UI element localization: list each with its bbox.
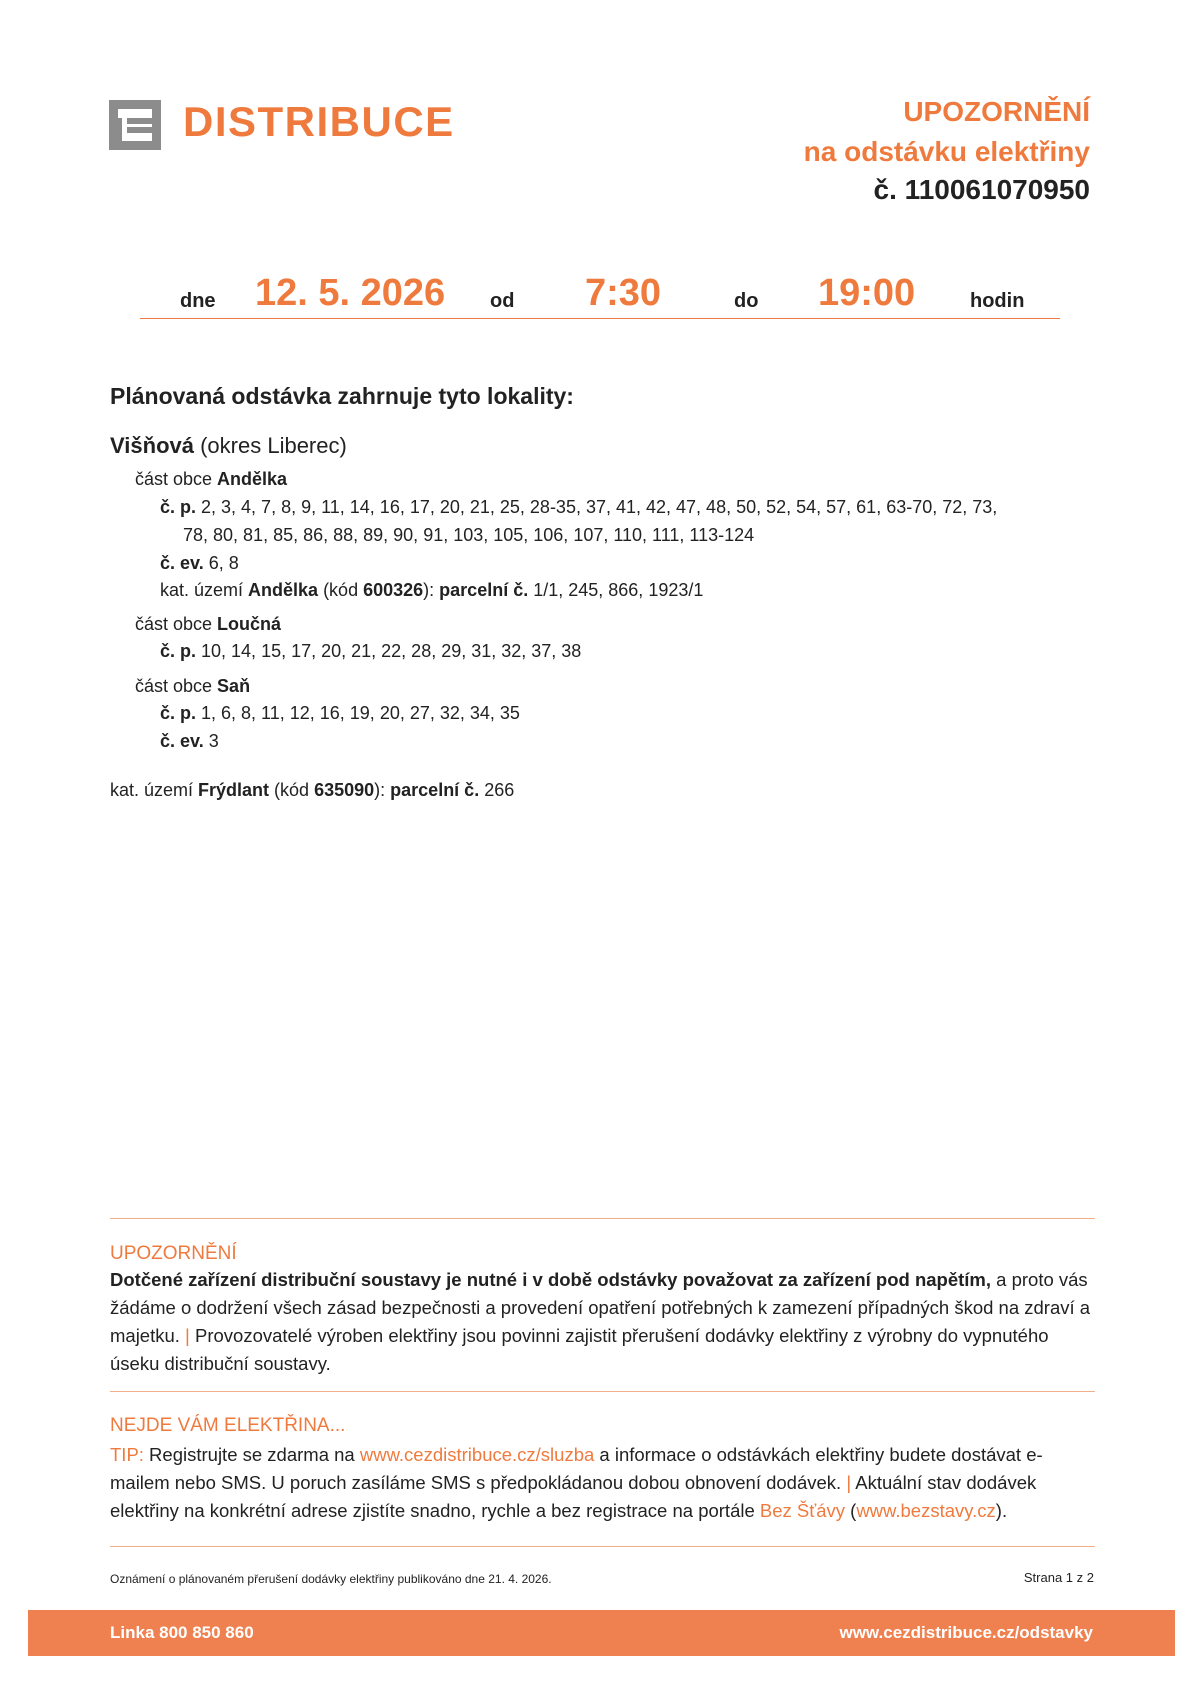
part-label: část obce <box>135 614 218 634</box>
time-from: 7:30 <box>585 272 662 314</box>
bezstavy-link[interactable]: www.bezstavy.cz <box>856 1500 996 1521</box>
no-power-text3: Aktuální stav dodávek elektřiny na konkrétní adrese zjistíte snadno, rychle a bez registrace na portále <box>110 1472 1037 1521</box>
kat-kod-prefix: (kód <box>269 780 315 800</box>
san-cev <box>160 731 219 752</box>
cp-values: 2, 3, 4, 7, 8, 9, 11, 14, 16, 17, 20, 21, 25, 28-35, 37, 41, 42, 47, 48, 50, 52, 54, 57, 61, 63-70, 72, 73, <box>196 497 998 517</box>
cev-label: č. ev. <box>160 731 204 751</box>
parcel-label: parcelní č. <box>439 580 529 600</box>
town-name <box>110 433 347 459</box>
loucna-cp <box>160 641 581 662</box>
hotline: Linka 800 850 860 <box>110 1623 254 1642</box>
part-label: část obce <box>135 676 218 696</box>
warning-bold: Dotčené zařízení distribuční soustavy je nutné i v době odstávky považovat za zařízení pod napětím, <box>110 1269 992 1290</box>
cp-values: 1, 6, 8, 11, 12, 16, 19, 20, 27, 32, 34, 35 <box>196 703 520 723</box>
no-power-text <box>110 1441 1095 1525</box>
do-label: do <box>734 290 759 312</box>
tip-label: TIP: <box>110 1444 144 1465</box>
part-label: část obce <box>135 469 218 489</box>
kat-prefix: kat. území <box>110 780 199 800</box>
town-bold: Višňová <box>110 433 194 458</box>
divider <box>110 1218 1095 1219</box>
kat-kod-suffix: ): <box>423 580 440 600</box>
kat-kod-prefix: (kód <box>318 580 364 600</box>
notice-title-line1: UPOZORNĚNÍ <box>903 96 1090 127</box>
cp-values: 10, 14, 15, 17, 20, 21, 22, 28, 29, 31, 32, 37, 38 <box>196 641 582 661</box>
kat-kod-suffix: ): <box>374 780 391 800</box>
no-power-text2: a informace o odstávkách elektřiny budete dostávat e-mailem nebo SMS. U poruch zasíláme SMS s předpokládanou dobou obnovení dodávek. <box>110 1444 1043 1493</box>
kat-prefix: kat. území <box>160 580 249 600</box>
hodin-label: hodin <box>970 290 1025 312</box>
kat-kod: 635090 <box>314 780 375 800</box>
part-name: Andělka <box>217 469 288 489</box>
parcel-label: parcelní č. <box>390 780 480 800</box>
dne-label: dne <box>180 290 216 312</box>
cev-values: 3 <box>203 731 219 751</box>
parcel-values: 266 <box>479 780 515 800</box>
time-to: 19:00 <box>818 272 916 314</box>
website-link[interactable]: www.cezdistribuce.cz/odstavky <box>839 1623 1093 1642</box>
outage-date: 12. 5. 2026 <box>255 272 446 314</box>
service-link[interactable]: www.cezdistribuce.cz/sluzba <box>359 1444 595 1465</box>
schedule-row <box>140 268 1060 318</box>
warning-text2: Provozovatelé výroben elektřiny jsou povinni zajistit přerušení dodávky elektřiny z výrobny do vypnutého úseku distribuční soustavy. <box>110 1325 1049 1374</box>
date-underline <box>140 318 1060 319</box>
part-andelka <box>135 469 287 490</box>
andelka-cp-line1 <box>160 497 997 518</box>
kat-name: Andělka <box>248 580 319 600</box>
andelka-cp-line2: 78, 80, 81, 85, 86, 88, 89, 90, 91, 103, 105, 106, 107, 110, 111, 113-124 <box>183 525 755 545</box>
part-name: Loučná <box>217 614 282 634</box>
cp-label: č. p. <box>160 497 197 517</box>
part-loucna <box>135 614 281 635</box>
portal-name: Bez Šťávy <box>759 1500 845 1521</box>
od-label: od <box>490 290 515 312</box>
cev-label: č. ev. <box>160 553 204 573</box>
divider <box>110 1546 1095 1547</box>
warning-text <box>110 1266 1095 1378</box>
no-power-text1: Registrujte se zdarma na <box>143 1444 360 1465</box>
parcel-values: 1/1, 245, 866, 1923/1 <box>528 580 704 600</box>
notice-number: č. 110061070950 <box>873 174 1090 205</box>
divider <box>110 1391 1095 1392</box>
part-name: Saň <box>217 676 251 696</box>
warning-text1: a proto vás žádáme o dodržení všech zásad bezpečnosti a provedení opatření potřebných k zamezení případných škod na zdraví a majetku. <box>110 1269 1091 1346</box>
separator: | <box>841 1472 856 1493</box>
separator: | <box>179 1325 196 1346</box>
notice-title-line2: na odstávku elektřiny <box>803 136 1090 167</box>
part-san <box>135 676 250 697</box>
page-number: Strana 1 z 2 <box>1023 1570 1094 1585</box>
kat-name: Frýdlant <box>198 780 270 800</box>
andelka-cev <box>160 553 239 574</box>
bottom-bar <box>28 1610 1175 1656</box>
san-cp <box>160 703 520 724</box>
notice-title <box>804 92 1090 172</box>
logo-text: DISTRIBUCE <box>183 98 455 145</box>
locations-heading: Plánovaná odstávka zahrnuje tyto lokality: <box>110 383 574 409</box>
portal-close: ). <box>995 1500 1008 1521</box>
cez-logo-icon <box>109 100 161 150</box>
portal-open: ( <box>845 1500 857 1521</box>
cev-values: 6, 8 <box>203 553 239 573</box>
published-note: Oznámení o plánovaném přerušení dodávky elektřiny publikováno dne 21. 4. 2026. <box>110 1572 552 1586</box>
warning-title: UPOZORNĚNÍ <box>110 1243 237 1264</box>
cp-label: č. p. <box>160 641 197 661</box>
town-district: (okres Liberec) <box>193 433 347 458</box>
frydlant-kat <box>110 780 514 801</box>
no-power-title: NEJDE VÁM ELEKTŘINA... <box>110 1415 346 1436</box>
kat-kod: 600326 <box>363 580 424 600</box>
andelka-kat <box>160 580 703 601</box>
cp-label: č. p. <box>160 703 197 723</box>
